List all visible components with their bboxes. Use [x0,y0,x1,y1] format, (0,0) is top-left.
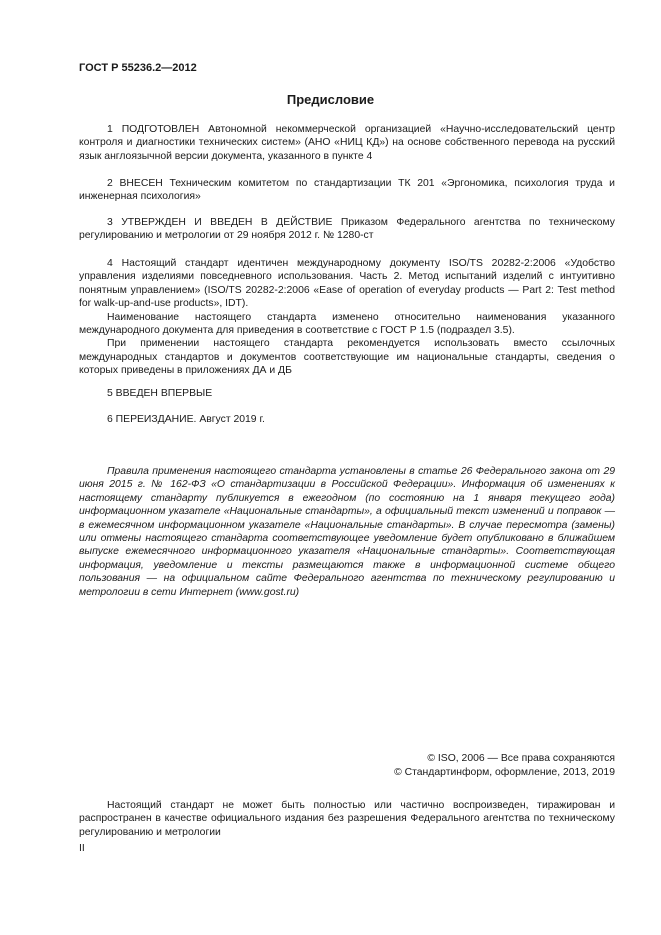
document-code: ГОСТ Р 55236.2—2012 [79,62,197,74]
section-title: Предисловие [286,92,375,107]
reproduction-notice-text: Настоящий стандарт не может быть полностью или частично воспроизведен, тиражирован и распространен в качестве официального издания без разрешения Федерального агентства по техническому регулированию и метрологии [79,800,615,838]
item-5-text: 5 ВВЕДЕН ВПЕРВЫЕ [107,388,213,399]
copyright-standartinform: © Стандартинформ, оформление, 2013, 2019 [394,767,615,778]
copyright-iso: © ISO, 2006 — Все права сохраняются [427,753,615,764]
item-3-text: 3 УТВЕРЖДЕН И ВВЕДЕН В ДЕЙСТВИЕ Приказом Федерального агентства по техническому регулированию и метрологии от 29 ноября 2012 г. № 1280-ст [79,217,615,242]
item-3 [79,216,615,243]
copyright-block [394,752,615,780]
page-number: II [79,843,85,854]
item-6-text: 6 ПЕРЕИЗДАНИЕ. Август 2019 г. [107,414,265,425]
item-4-paragraph-1: 4 Настоящий стандарт идентичен международному документу ISO/TS 20282-2:2006 «Удобство управления изделиями повседневного использования. Часть 2. Метод испытаний изделий с интуитивно понятным управлением» (ISO/TS 20282-2:2006 «Ease of operation of everyday products — Part 2: Test method for walk-up-and-use products», IDT). [79,258,615,310]
item-5 [79,387,615,400]
item-2-text: 2 ВНЕСЕН Техническим комитетом по стандартизации ТК 201 «Эргономика, психология труда и инженерная психология» [79,178,615,203]
item-6 [79,413,615,426]
item-4-paragraph-2: Наименование настоящего стандарта изменено относительно наименования указанного международного документа для приведения в соответствие с ГОСТ Р 1.5 (подраздел 3.5). [79,311,615,337]
legal-notice [79,465,615,599]
reproduction-notice [79,799,615,839]
legal-notice-text: Правила применения настоящего стандарта установлены в статье 26 Федерального закона от 29 июня 2015 г. № 162-ФЗ «О стандартизации в Российской Федерации». Информация об изменениях к настоящему стандарту публикуется в ежегодном (по состоянию на 1 января текущего года) информационном указателе «Национальные стандарты», а официальный текст изменений и поправок — в ежемесячном информационном указателе «Национальные стандарты». В случае пересмотра (замены) или отмены настоящего стандарта соответствующее уведомление будет опубликовано в ближайшем выпуске ежемесячного информационного указателя «Национальные стандарты». Соответствующая информация, уведомление и тексты размещаются также в информационной системе общего пользования — на официальном сайте Федерального агентства по техническому регулированию и метрологии в сети Интернет (www.gost.ru) [79,466,615,598]
item-4 [79,257,615,378]
item-1-text: 1 ПОДГОТОВЛЕН Автономной некоммерческой организацией «Научно-исследовательский центр контроля и диагностики технических систем» (АНО «НИЦ КД») на основе собственного перевода на русский язык англоязычной версии документа, указанного в пункте 4 [79,124,615,162]
item-4-paragraph-3: При применении настоящего стандарта рекомендуется использовать вместо ссылочных международных стандартов и документов соответствующие им национальные стандарты, сведения о которых приведены в приложениях ДА и ДБ [79,338,615,377]
item-2 [79,177,615,204]
item-1 [79,123,615,163]
